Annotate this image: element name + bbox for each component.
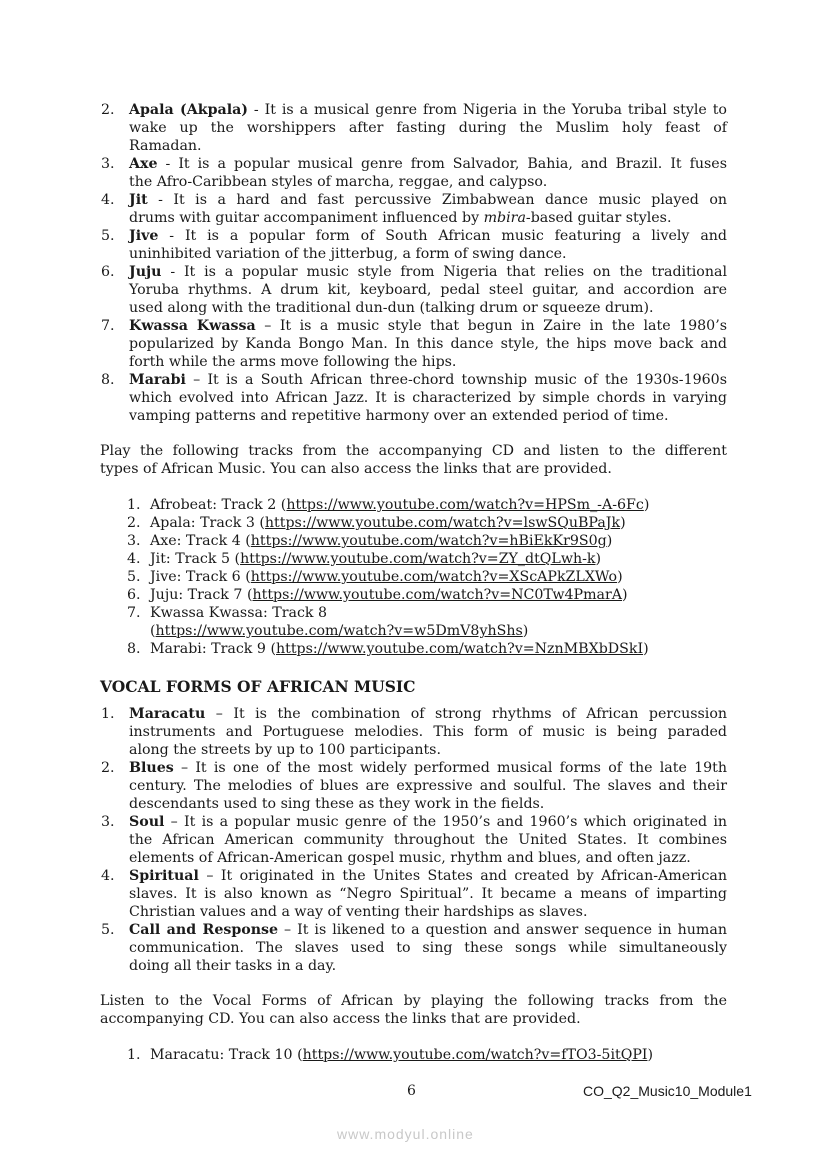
list-item-line: doing all their tasks in a day.: [129, 958, 337, 974]
list-number: 4.: [101, 868, 115, 884]
list-number: 1.: [101, 706, 115, 722]
play-intro-line: types of African Music. You can also access the links that are provided.: [100, 461, 612, 477]
list-item: Jive - It is a popular form of South African music featuring a lively and: [129, 228, 727, 244]
list-item-line: elements of African-American gospel music, rhythm and blues, and often jazz.: [129, 850, 691, 866]
track-link[interactable]: https://www.youtube.com/watch?v=NC0Tw4PmarA: [252, 587, 623, 603]
track-item: Apala: Track 3 (https://www.youtube.com/watch?v=lswSQuBPaJk): [150, 515, 626, 531]
page-number: 6: [407, 1083, 416, 1099]
list-item-line: the African American community throughout the United States. It combines: [129, 832, 727, 848]
list-item-line: used along with the traditional dun-dun (talking drum or squeeze drum).: [129, 300, 654, 316]
track-link[interactable]: https://www.youtube.com/watch?v=lswSQuBPaJk: [264, 515, 621, 531]
track-link[interactable]: https://www.youtube.com/watch?v=fTO3-5itQPI: [302, 1047, 648, 1063]
list-item-line: vamping patterns and repetitive harmony over an extended period of time.: [129, 408, 669, 424]
list-item: Kwassa Kwassa – It is a music style that begun in Zaire in the late 1980’s: [129, 318, 727, 334]
genre-term: Juju: [129, 264, 162, 280]
track-link[interactable]: https://www.youtube.com/watch?v=NznMBXbDSkI: [275, 641, 644, 657]
vocal-term: Spiritual: [129, 868, 199, 884]
list-number: 4.: [101, 192, 115, 208]
vocal-term: Call and Response: [129, 922, 279, 938]
vocal-term: Soul: [129, 814, 165, 830]
list-item-line: Ramadan.: [129, 138, 202, 154]
track-number: 2.: [127, 515, 141, 531]
list-item-line: instruments and Portuguese melodies. This form of music is being paraded: [129, 724, 727, 740]
list-item: Blues – It is one of the most widely performed musical forms of the late 19th: [129, 760, 727, 776]
list-item: Soul – It is a popular music genre of the 1950’s and 1960’s which originated in: [129, 814, 727, 830]
track-link[interactable]: https://www.youtube.com/watch?v=HPSm_-A-6Fc: [286, 497, 644, 513]
track-link[interactable]: https://www.youtube.com/watch?v=XScAPkZLXWo: [250, 569, 618, 585]
list-item: Jit - It is a hard and fast percussive Zimbabwean dance music played on: [129, 192, 727, 208]
track-number: 4.: [127, 551, 141, 567]
track-number: 6.: [127, 587, 141, 603]
list-number: 2.: [101, 760, 115, 776]
list-item-line: Yoruba rhythms. A drum kit, keyboard, pedal steel guitar, and accordion are: [129, 282, 727, 298]
list-number: 8.: [101, 372, 115, 388]
list-item-line: Christian values and a way of venting their hardships as slaves.: [129, 904, 588, 920]
genre-term: Kwassa Kwassa: [129, 318, 256, 334]
genre-term: Marabi: [129, 372, 186, 388]
list-item-line: along the streets by up to 100 participants.: [129, 742, 441, 758]
listen-intro-line: Listen to the Vocal Forms of African by playing the following tracks from the: [100, 993, 727, 1009]
list-item-line: communication. The slaves used to sing these songs while simultaneously: [129, 940, 727, 956]
list-number: 6.: [101, 264, 115, 280]
list-item-line: popularized by Kanda Bongo Man. In this dance style, the hips move back and: [129, 336, 727, 352]
track-item: Axe: Track 4 (https://www.youtube.com/watch?v=hBiEkKr9S0g): [150, 533, 613, 549]
list-item-line: which evolved into African Jazz. It is characterized by simple chords in varying: [129, 390, 727, 406]
list-item: Spiritual – It originated in the Unites States and created by African-American: [129, 868, 727, 884]
list-number: 5.: [101, 922, 115, 938]
track-item: Juju: Track 7 (https://www.youtube.com/watch?v=NC0Tw4PmarA): [150, 587, 628, 603]
list-item-line: slaves. It is also known as “Negro Spiritual”. It became a means of imparting: [129, 886, 727, 902]
list-number: 3.: [101, 156, 115, 172]
vocal-term: Blues: [129, 760, 174, 776]
list-number: 3.: [101, 814, 115, 830]
list-number: 7.: [101, 318, 115, 334]
list-item: Apala (Akpala) - It is a musical genre from Nigeria in the Yoruba tribal style to: [129, 102, 727, 118]
track-item: Jit: Track 5 (https://www.youtube.com/watch?v=ZY_dtQLwh-k): [150, 551, 602, 567]
module-code: CO_Q2_Music10_Module1: [583, 1083, 752, 1099]
listen-intro-line: accompanying CD. You can also access the links that are provided.: [100, 1011, 581, 1027]
list-item: Marabi – It is a South African three-chord township music of the 1930s-1960s: [129, 372, 727, 388]
list-item-line: forth while the arms move following the hips.: [129, 354, 457, 370]
list-item-line: uninhibited variation of the jitterbug, a form of swing dance.: [129, 246, 567, 262]
track-number: 7.: [127, 605, 141, 621]
list-item: Juju - It is a popular music style from Nigeria that relies on the traditional: [129, 264, 727, 280]
list-item: Maracatu – It is the combination of strong rhythms of African percussion: [129, 706, 727, 722]
list-number: 5.: [101, 228, 115, 244]
list-item: Call and Response – It is likened to a question and answer sequence in human: [129, 922, 727, 938]
genre-term: Jit: [129, 192, 148, 208]
genre-term: Axe: [129, 156, 158, 172]
genre-term: Apala (Akpala): [129, 102, 249, 118]
track-item: Jive: Track 6 (https://www.youtube.com/watch?v=XScAPkZLXWo): [150, 569, 623, 585]
track-link[interactable]: https://www.youtube.com/watch?v=ZY_dtQLwh-k: [240, 551, 596, 567]
list-item-line: century. The melodies of blues are expressive and soulful. The slaves and their: [129, 778, 727, 794]
list-item: Axe - It is a popular musical genre from Salvador, Bahia, and Brazil. It fuses: [129, 156, 727, 172]
track-number: 1.: [127, 1047, 141, 1063]
list-item-line: the Afro-Caribbean styles of marcha, reggae, and calypso.: [129, 174, 548, 190]
section-heading: VOCAL FORMS OF AFRICAN MUSIC: [100, 677, 416, 696]
list-number: 2.: [101, 102, 115, 118]
track-item: Afrobeat: Track 2 (https://www.youtube.com/watch?v=HPSm_-A-6Fc): [150, 497, 650, 513]
list-item-line: drums with guitar accompaniment influenced by mbira-based guitar styles.: [129, 210, 672, 226]
watermark: www.modyul.online: [337, 1126, 474, 1142]
track-number: 3.: [127, 533, 141, 549]
track-item: Kwassa Kwassa: Track 8: [150, 605, 328, 621]
list-item-line: wake up the worshippers after fasting during the Muslim holy feast of: [129, 120, 727, 136]
track-item: Marabi: Track 9 (https://www.youtube.com/watch?v=NznMBXbDSkI): [150, 641, 649, 657]
list-item-line: descendants used to sing these as they work in the fields.: [129, 796, 545, 812]
track-number: 5.: [127, 569, 141, 585]
play-intro-line: Play the following tracks from the accompanying CD and listen to the different: [100, 443, 727, 459]
track-number: 1.: [127, 497, 141, 513]
vocal-term: Maracatu: [129, 706, 206, 722]
track-item: Maracatu: Track 10 (https://www.youtube.com/watch?v=fTO3-5itQPI): [150, 1047, 654, 1063]
genre-term: Jive: [129, 228, 159, 244]
track-item-line: (https://www.youtube.com/watch?v=w5DmV8yhShs): [150, 623, 529, 639]
track-link[interactable]: https://www.youtube.com/watch?v=w5DmV8yhShs: [155, 623, 523, 639]
track-number: 8.: [127, 641, 141, 657]
track-link[interactable]: https://www.youtube.com/watch?v=hBiEkKr9S0g: [250, 533, 607, 549]
